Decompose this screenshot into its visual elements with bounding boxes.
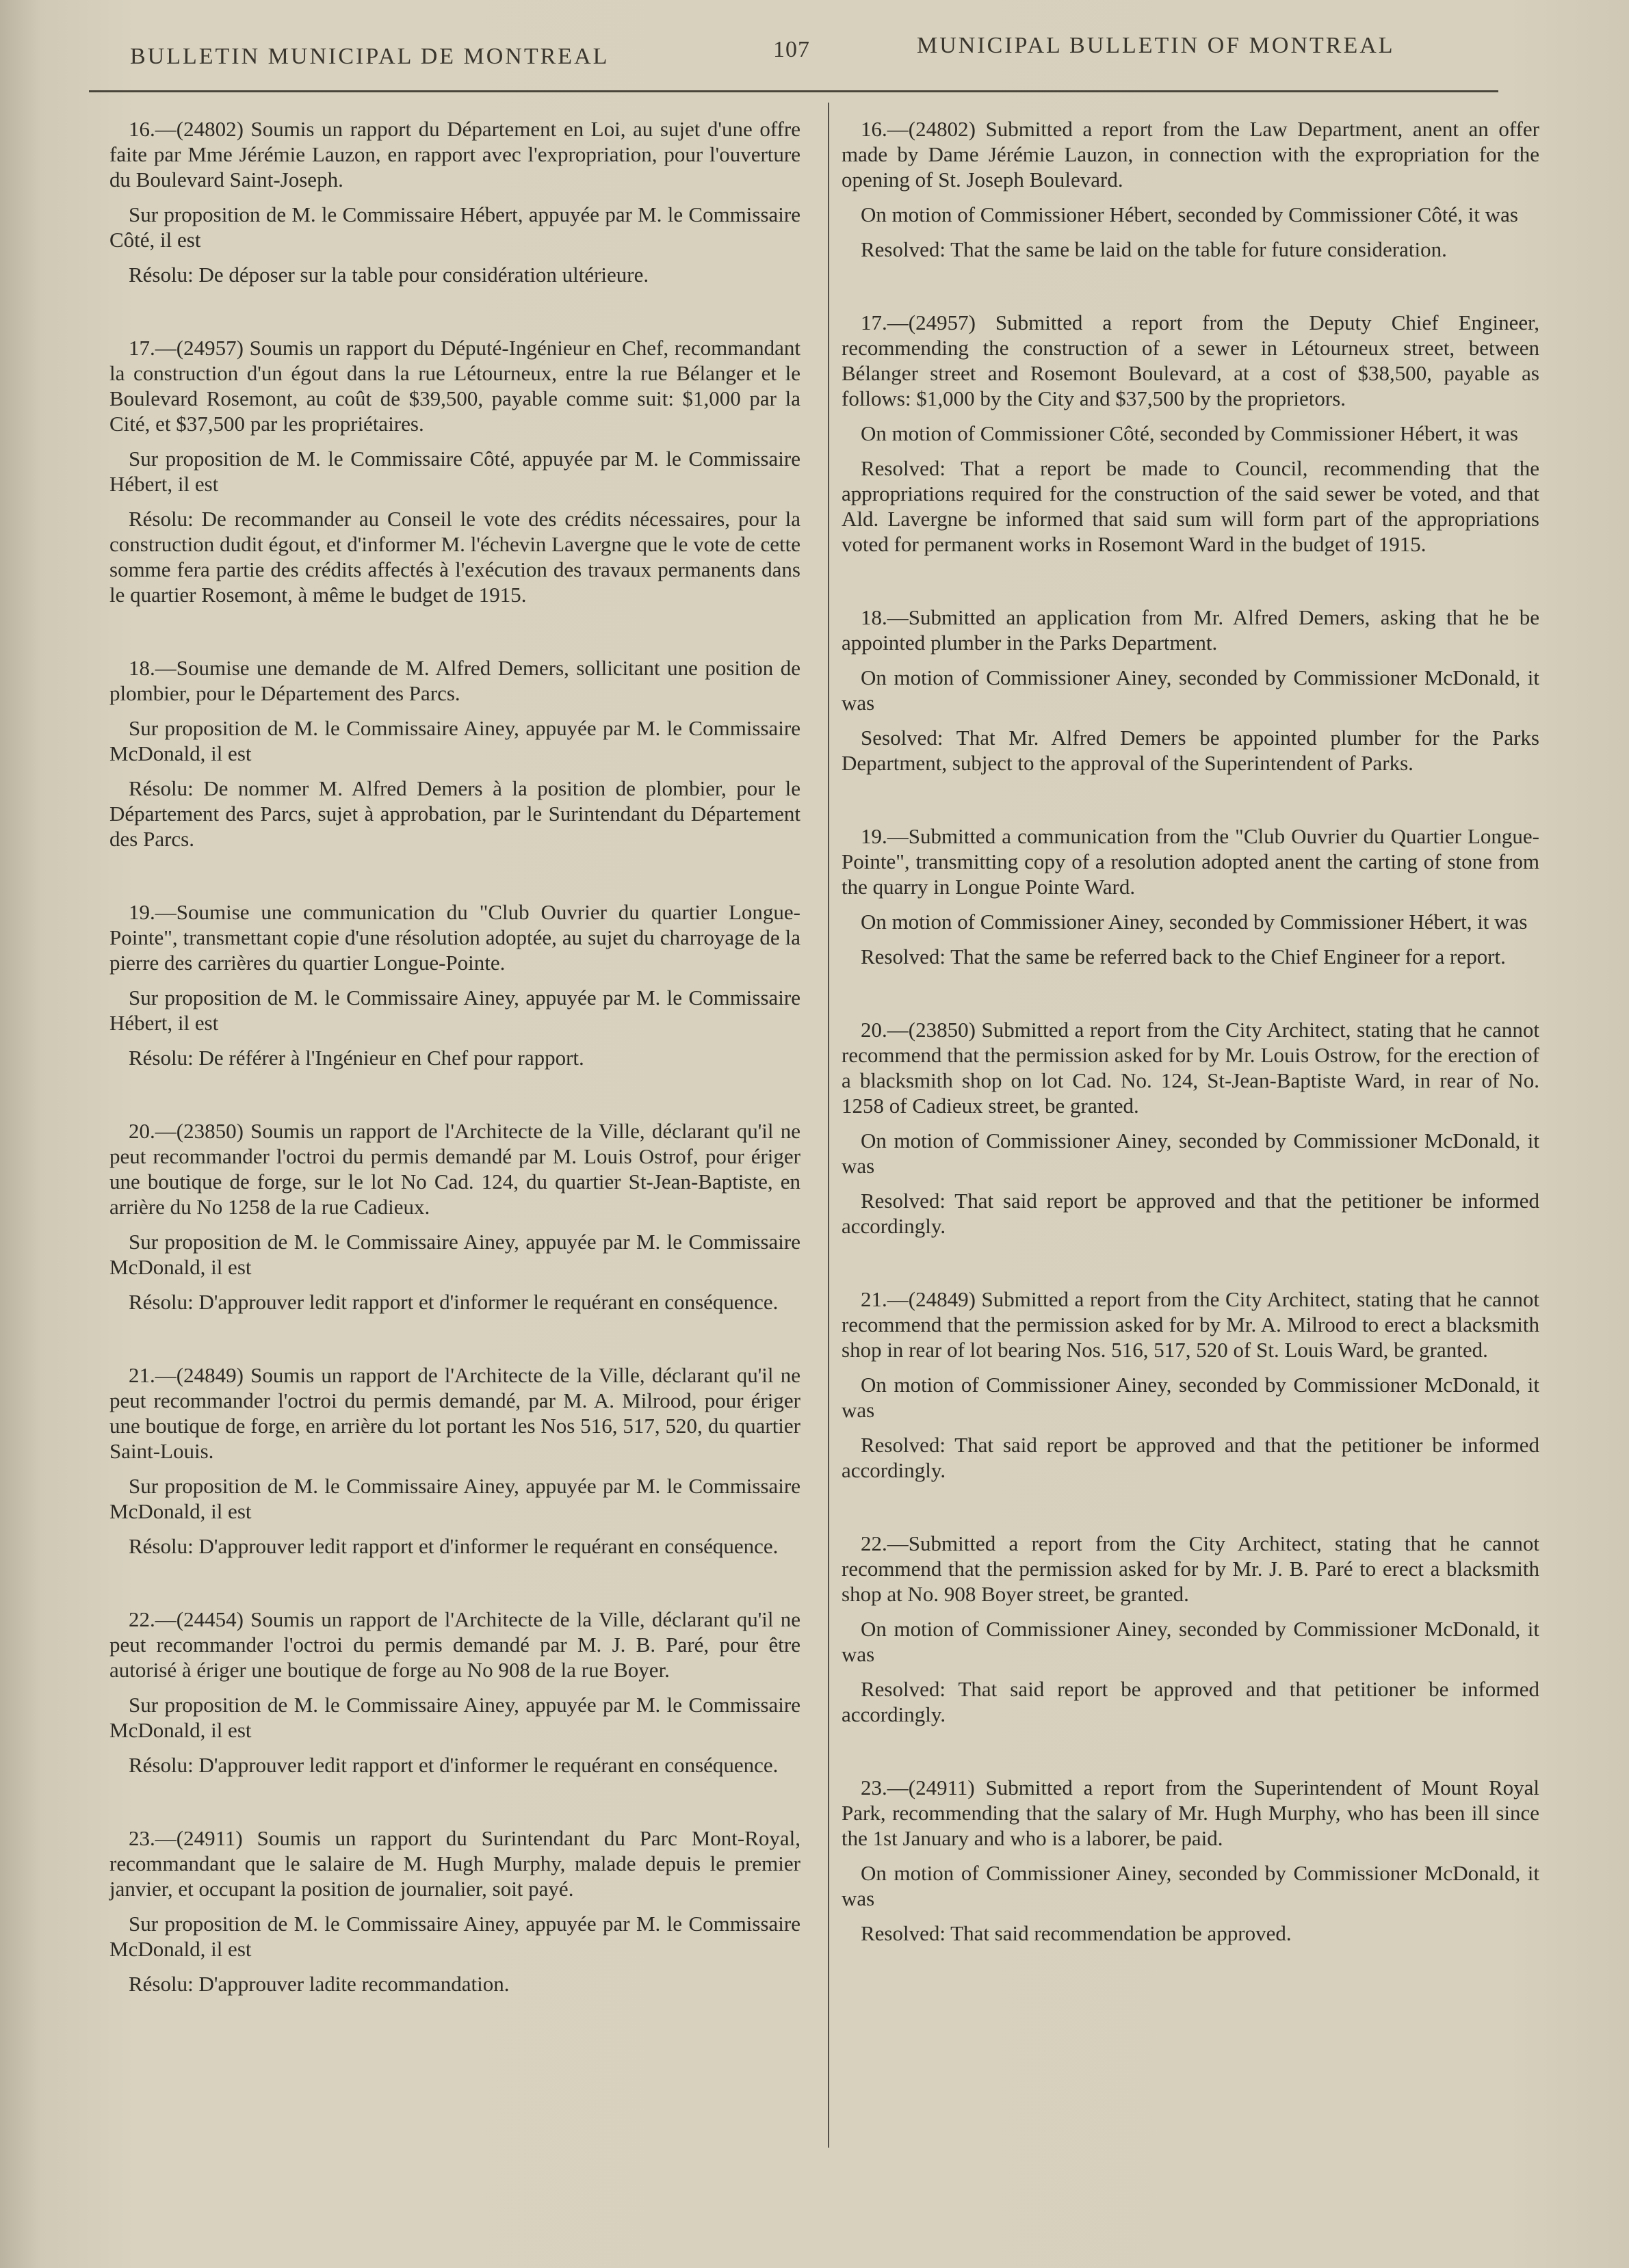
item-motion: Sur proposition de M. le Commissaire Ainey, appuyée par M. le Commissaire McDonald, il est [109,1474,800,1523]
page-header [89,27,1498,82]
item-lead: 16.—(24802) Soumis un rapport du Département en Loi, au sujet d'une offre faite par Mme Jérémie Lauzon, en rapport avec l'expropriation, pour l'ouverture du Boulevard Saint-Joseph. [109,117,800,192]
french-item-23 [109,1825,800,1996]
item-resolution: Résolu: D'approuver ledit rapport et d'informer le requérant en conséquence. [129,1290,779,1314]
item-resolution: Resolved: That said report be approved and that the petitioner be informed accordingly. [842,1189,1539,1238]
item-lead: 16.—(24802) Submitted a report from the Law Department, anent an offer made by Dame Jérémie Lauzon, in connection with the expropriation for the opening of St. Joseph Boulevard. [842,117,1539,192]
item-motion: Sur proposition de M. le Commissaire Côté, appuyée par M. le Commissaire Hébert, il est [109,447,800,496]
english-item-20 [842,1017,1539,1239]
item-resolution: Resolved: That said recommendation be approved. [861,1921,1292,1945]
english-item-22 [842,1531,1539,1727]
item-resolution: Resolved: That a report be made to Council, recommending that the appropriations required for the construction of the said sewer be voted, and that Ald. Lavergne be informed that said sum will form part of the appropriations voted for permanent works in Rosemont Ward in the budget of 1915. [842,456,1539,556]
header-rule [89,90,1498,92]
english-item-21 [842,1287,1539,1483]
item-lead: 21.—(24849) Soumis un rapport de l'Architecte de la Ville, déclarant qu'il ne peut recommander l'octroi du permis demandé, par M. A. Milrood, pour ériger une boutique de forge, en arrière du lot portant les Nos 516, 517, 520, du quartier Saint-Louis. [109,1363,800,1463]
item-lead: 23.—(24911) Submitted a report from the Superintendent of Mount Royal Park, recommending that the salary of Mr. Hugh Murphy, who has been ill since the 1st January and who is a laborer, be paid. [842,1776,1539,1850]
item-lead: 18.—Soumise une demande de M. Alfred Demers, sollicitant une position de plombier, pour le Département des Parcs. [109,656,800,705]
french-item-17 [109,335,800,607]
english-item-16 [842,116,1539,262]
english-column [842,116,1539,1994]
english-item-23 [842,1775,1539,1946]
item-resolution: Résolu: D'approuver ladite recommandation. [129,1972,510,1996]
item-motion: On motion of Commissioner Ainey, seconded by Commissioner McDonald, it was [842,665,1539,715]
item-motion: Sur proposition de M. le Commissaire Ainey, appuyée par M. le Commissaire Hébert, il est [109,986,800,1035]
item-resolution: Resolved: That said report be approved and that petitioner be informed accordingly. [842,1677,1539,1726]
item-motion: On motion of Commissioner Ainey, seconded by Commissioner McDonald, it was [842,1617,1539,1666]
english-item-17 [842,310,1539,557]
item-resolution: Résolu: De déposer sur la table pour considération ultérieure. [129,263,649,287]
french-item-18 [109,655,800,852]
item-motion: Sur proposition de M. le Commissaire Ainey, appuyée par M. le Commissaire McDonald, il est [109,1693,800,1742]
item-motion: On motion of Commissioner Ainey, seconded by Commissioner McDonald, it was [842,1129,1539,1178]
item-motion: Sur proposition de M. le Commissaire Ainey, appuyée par M. le Commissaire McDonald, il est [109,716,800,765]
item-resolution: Resolved: That the same be referred back to the Chief Engineer for a report. [861,945,1506,968]
item-motion: On motion of Commissioner Ainey, seconded by Commissioner McDonald, it was [842,1373,1539,1422]
item-lead: 18.—Submitted an application from Mr. Alfred Demers, asking that he be appointed plumber in the Parks Department. [842,605,1539,655]
item-resolution: Résolu: De nommer M. Alfred Demers à la position de plombier, pour le Département des Parcs, sujet à approbation, par le Surintendant du Département des Parcs. [109,776,800,851]
french-item-21 [109,1362,800,1559]
item-motion: Sur proposition de M. le Commissaire Hébert, appuyée par M. le Commissaire Côté, il est [109,202,800,252]
item-motion: On motion of Commissioner Ainey, seconded by Commissioner Hébert, it was [861,910,1528,934]
item-motion: On motion of Commissioner Côté, seconded by Commissioner Hébert, it was [861,421,1518,445]
french-item-22 [109,1607,800,1778]
item-lead: 17.—(24957) Soumis un rapport du Député-Ingénieur en Chef, recommandant la construction d'un égout dans la rue Létourneux, entre la rue Bélanger et le Boulevard Rosemont, au coût de $39,500, payable comme suit: $1,000 par la Cité, et $37,500 par les propriétaires. [109,336,800,436]
item-lead: 22.—(24454) Soumis un rapport de l'Architecte de la Ville, déclarant qu'il ne peut recommander l'octroi du permis demandé par M. J. B. Paré, pour être autorisé à ériger une boutique de forge au No 908 de la rue Boyer. [109,1607,800,1682]
item-resolution: Résolu: D'approuver ledit rapport et d'informer le requérant en conséquence. [129,1753,779,1777]
french-item-20 [109,1118,800,1315]
item-motion: Sur proposition de M. le Commissaire Ainey, appuyée par M. le Commissaire McDonald, il est [109,1230,800,1279]
item-lead: 22.—Submitted a report from the City Architect, stating that he cannot recommend that the permission asked for by Mr. J. B. Paré to erect a blacksmith shop at No. 908 Boyer street, be granted. [842,1531,1539,1606]
item-resolution: Résolu: De référer à l'Ingénieur en Chef pour rapport. [129,1046,584,1070]
item-resolution: Sesolved: That Mr. Alfred Demers be appointed plumber for the Parks Department, subject to the approval of the Superintendent of Parks. [842,726,1539,775]
english-item-18 [842,605,1539,776]
item-lead: 19.—Submitted a communication from the "Club Ouvrier du Quartier Longue-Pointe", transmitting copy of a resolution adopted anent the carting of stone from the quarry in Longue Pointe Ward. [842,824,1539,899]
french-column [109,116,800,2044]
french-item-16 [109,116,800,287]
item-resolution: Résolu: De recommander au Conseil le vote des crédits nécessaires, pour la construction dudit égout, et d'informer M. l'échevin Lavergne que le vote de cette somme fera partie des crédits affectés à l'exécution des travaux permanents dans le quartier Rosemont, à même le budget de 1915. [109,507,800,607]
item-motion: Sur proposition de M. le Commissaire Ainey, appuyée par M. le Commissaire McDonald, il est [109,1912,800,1961]
page-number: 107 [773,37,810,62]
item-motion: On motion of Commissioner Hébert, seconded by Commissioner Côté, it was [861,202,1518,226]
item-lead: 17.—(24957) Submitted a report from the Deputy Chief Engineer, recommending the construction of a sewer in Létourneux street, between Bélanger street and Rosemont Boulevard, at a cost of $38,500, payable as follows: $1,000 by the City and $37,500 by the proprietors. [842,311,1539,410]
english-item-19 [842,823,1539,969]
column-divider [828,103,829,2148]
item-lead: 19.—Soumise une communication du "Club Ouvrier du quartier Longue-Pointe", transmettant copie d'une résolution adoptée, au sujet du charroyage de la pierre des carrières du quartier Longue-Pointe. [109,900,800,975]
item-lead: 20.—(23850) Soumis un rapport de l'Architecte de la Ville, déclarant qu'il ne peut recommander l'octroi du permis demandé par M. Louis Ostrof, pour ériger une boutique de forge, sur le lot No Cad. 124, du quartier St-Jean-Baptiste, en arrière du No 1258 de la rue Cadieux. [109,1119,800,1219]
item-resolution: Resolved: That the same be laid on the table for future consideration. [861,237,1447,261]
item-lead: 23.—(24911) Soumis un rapport du Surintendant du Parc Mont-Royal, recommandant que le salaire de M. Hugh Murphy, malade depuis le premier janvier, et occupant la position de journalier, soit payé. [109,1826,800,1901]
header-french-title: BULLETIN MUNICIPAL DE MONTREAL [130,44,610,69]
item-lead: 21.—(24849) Submitted a report from the City Architect, stating that he cannot recommend that the permission asked for by Mr. A. Milrood to erect a blacksmith shop in rear of lot bearing Nos. 516, 517, 520 of St. Louis Ward, be granted. [842,1287,1539,1362]
item-resolution: Resolved: That said report be approved and that the petitioner be informed accordingly. [842,1433,1539,1482]
item-motion: On motion of Commissioner Ainey, seconded by Commissioner McDonald, it was [842,1861,1539,1910]
item-resolution: Résolu: D'approuver ledit rapport et d'informer le requérant en conséquence. [129,1534,779,1558]
item-lead: 20.—(23850) Submitted a report from the City Architect, stating that he cannot recommend that the permission asked for by Mr. Louis Ostrow, for the erection of a blacksmith shop on lot Cad. No. 124, St-Jean-Baptiste Ward, in rear of No. 1258 of Cadieux street, be granted. [842,1018,1539,1118]
french-item-19 [109,899,800,1070]
header-english-title: MUNICIPAL BULLETIN OF MONTREAL [917,33,1395,58]
